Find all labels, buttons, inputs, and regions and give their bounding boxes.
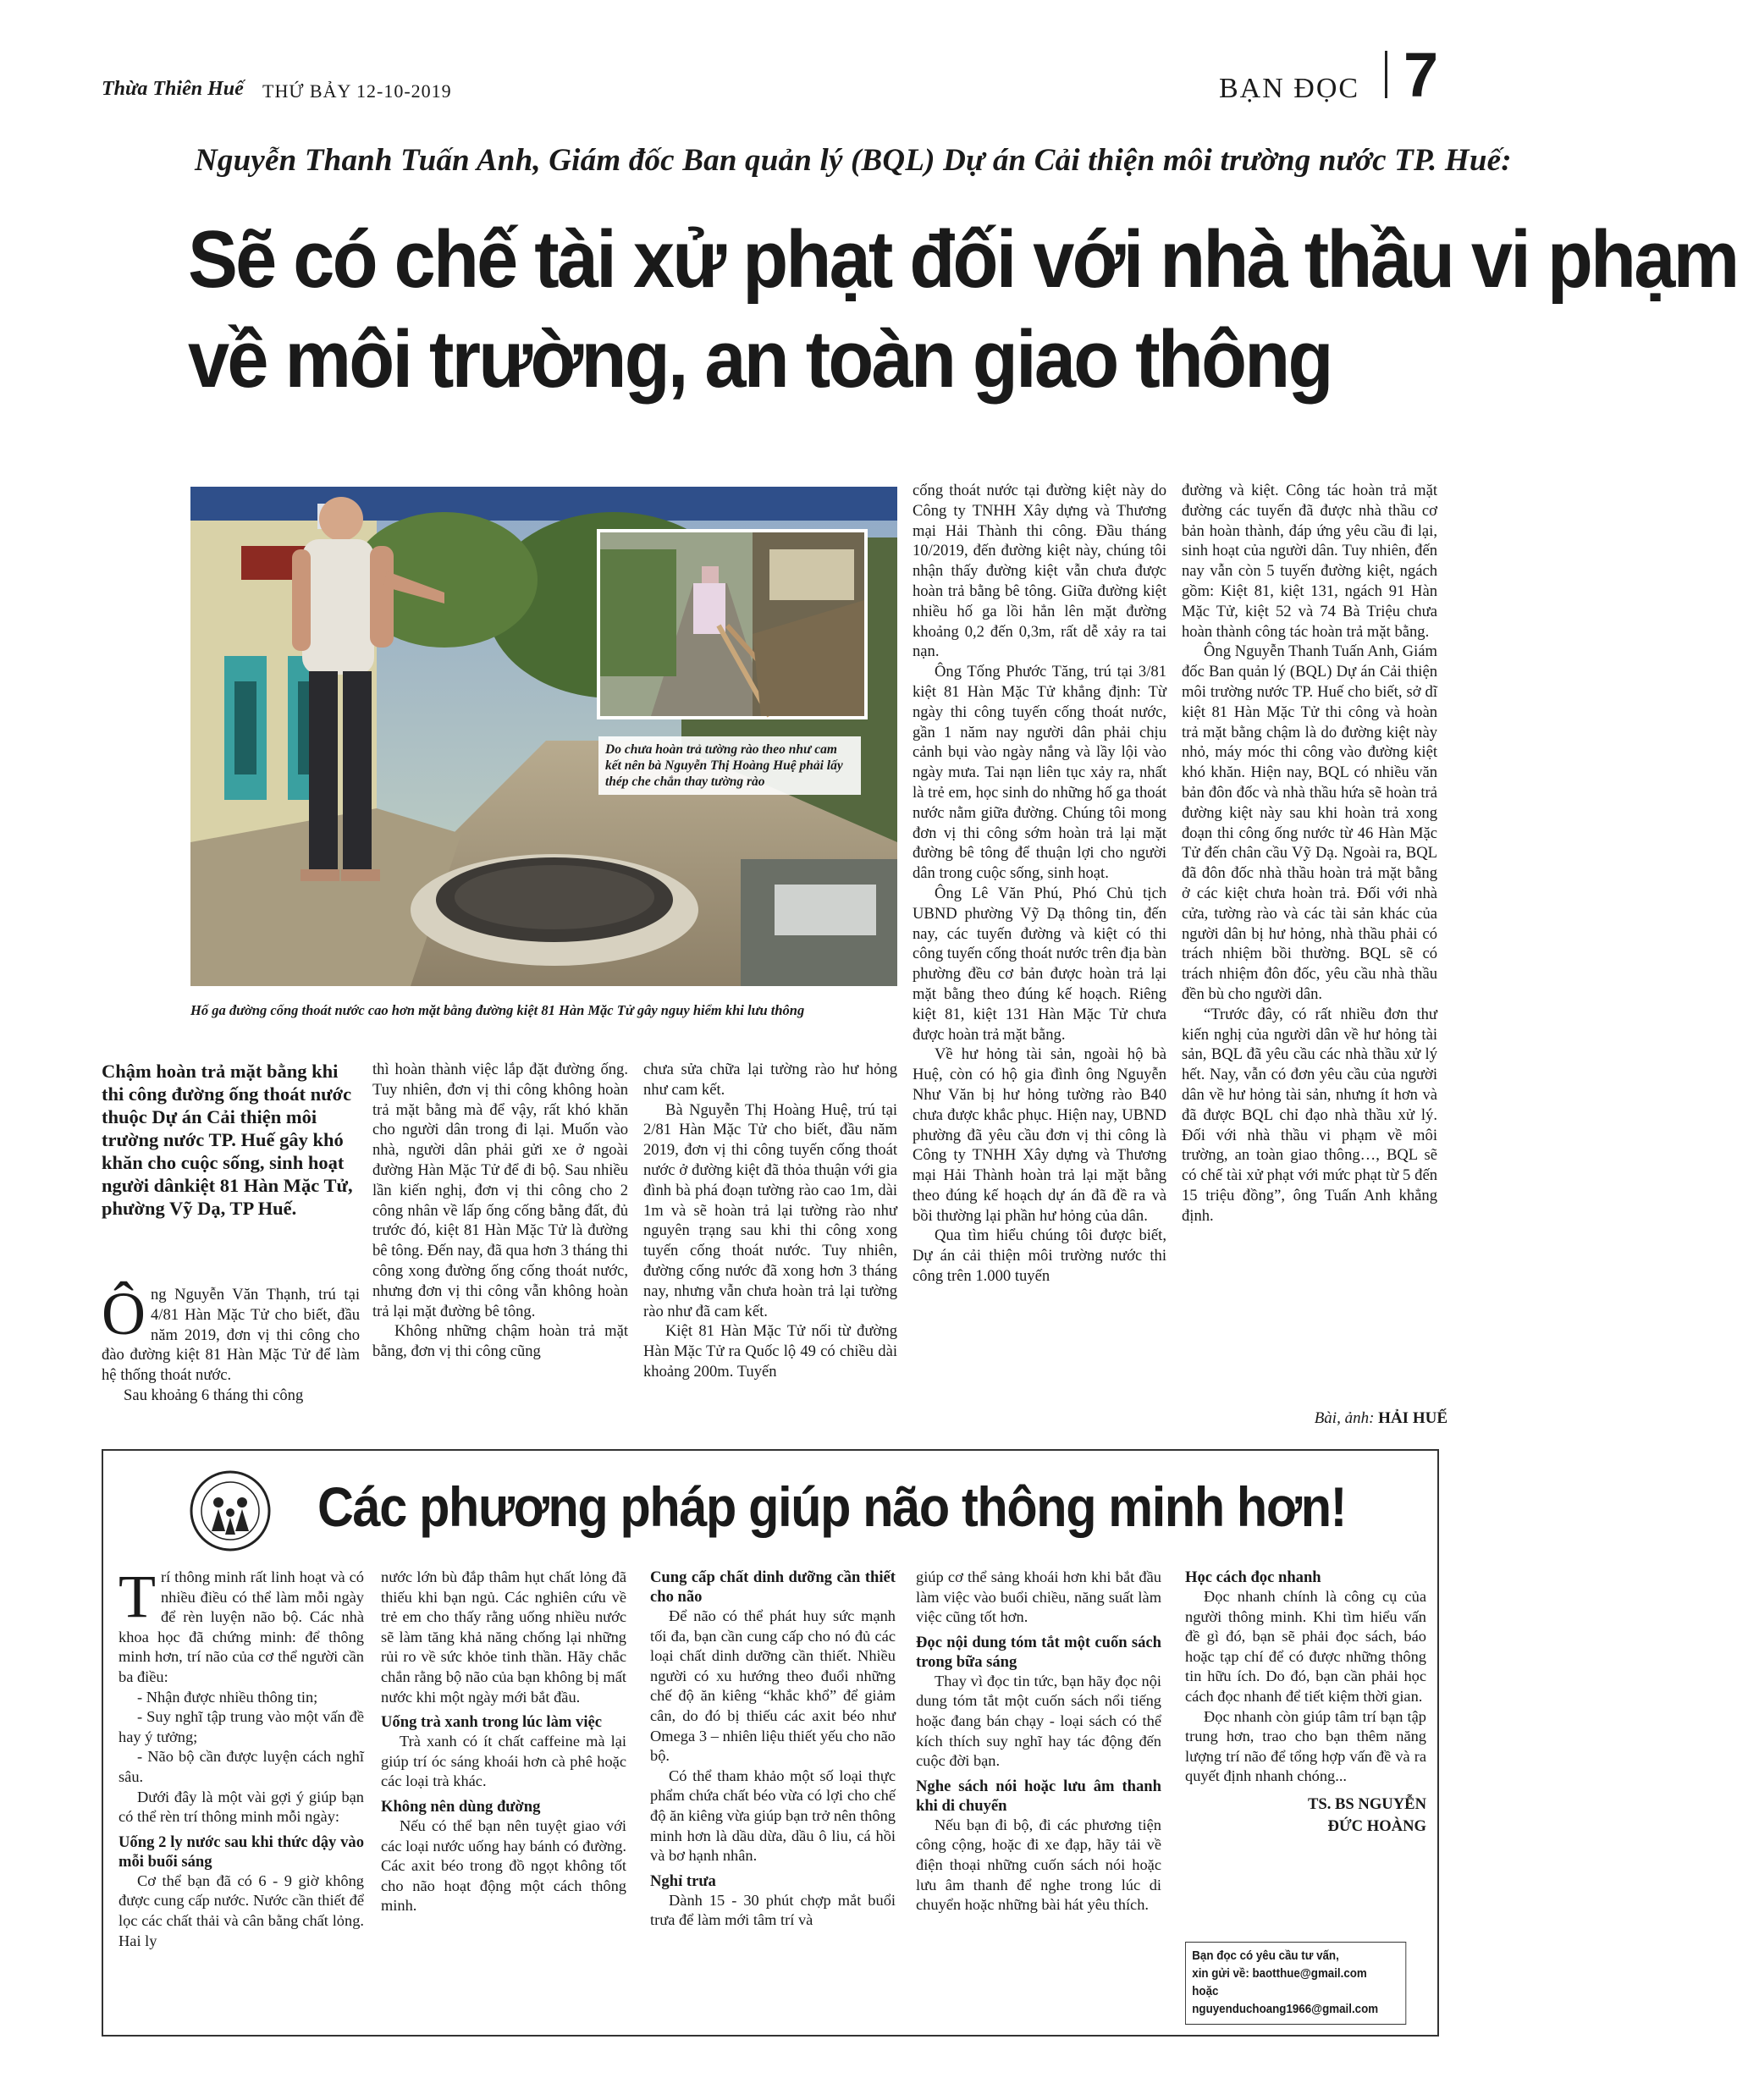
health-c4-p2: Thay vì đọc tin tức, bạn hãy đọc nội dung tóm tắt một cuốn sách nổi tiếng hoặc đang bán chạy - loại sách có thể kích thích suy nghĩ hay tác động đến cuộc đời bạn.: [916, 1672, 1161, 1770]
health-c4-heading-1: Đọc nội dung tóm tắt một cuốn sách trong bữa sáng: [916, 1633, 1161, 1671]
article-column-5: [1182, 481, 1437, 1226]
signature-line-2: ĐỨC HOÀNG: [1327, 1816, 1426, 1835]
page-number: 7: [1403, 40, 1439, 110]
inset-photo: [597, 529, 868, 719]
family-logo-icon: [188, 1469, 273, 1553]
health-c2-p3: Nếu có thể bạn nên tuyệt giao với các loại nước uống hay bánh có đường. Các axit béo trong đồ ngọt không tốt cho não hoạt động một cách thông minh.: [381, 1816, 626, 1915]
col4-paragraph-4: Về hư hỏng tài sản, ngoài hộ bà Huệ, còn có hộ gia đình ông Nguyễn Như Văn bị hư hỏng tường rào B40 chưa được khắc phục. Hiện nay, UBND phường đã yêu cầu đơn vị thi công là Công ty TNHH Xây dựng và Thương mại Hải Thành hoàn trả lại mặt bằng theo đúng kế hoạch dự án đã đề ra và bồi thường lại phần hư hỏng của dân.: [913, 1045, 1166, 1225]
col1-paragraph-1: ng Nguyễn Văn Thạnh, trú tại 4/81 Hàn Mặc Tử cho biết, đầu năm 2019, đơn vị thi công cho đào đường kiệt 81 Hàn Mặc Tử để làm hệ thống thoát nước.: [102, 1286, 360, 1385]
article-credit: [1202, 1409, 1448, 1428]
health-column-1: [119, 1563, 364, 1951]
health-c2-p2: Trà xanh có ít chất caffeine mà lại giúp trí óc sáng khoái hơn cà phê hoặc các loại trà khác.: [381, 1733, 626, 1790]
col3-paragraph-2: Bà Nguyễn Thị Hoàng Huệ, trú tại 2/81 Hàn Mặc Tử cho biết, đầu năm 2019, đơn vị thi công tuyến cống thoát nước ở đường kiệt đã thỏa thuận với gia đình bà phá đoạn tường rào cao 1m, dài 1m và sẽ hoàn trả lại tường rào như nguyên trạng sau khi thi công xong tuyến cống thoát nước. Tuy nhiên, đường cống nước đã xong hơn 3 tháng nay, nhưng vẫn chưa hoàn trả lại tường rào như đã cam kết.: [643, 1100, 897, 1320]
health-c3-p1: Để não có thể phát huy sức mạnh tối đa, bạn cần cung cấp cho nó đủ các loại chất dinh dưỡng cần thiết. Nhiều người có xu hướng theo đuổi những chế độ ăn kiêng “khắc khổ” để giảm cân, do đó bị thiếu các axit béo như Omega 3 – nhiên liệu thiết yếu cho não bộ.: [650, 1607, 896, 1765]
health-c4-p3: Nếu bạn đi bộ, đi các phương tiện công cộng, hoặc đi xe đạp, hãy tải về điện thoại những cuốn sách nói hoặc lưu âm thanh để nghe trong lúc di chuyển hoặc những bài hát yêu thích.: [916, 1816, 1161, 1914]
health-c3-heading-2: Nghỉ trưa: [650, 1871, 716, 1890]
health-column-5: [1185, 1568, 1426, 1838]
headline-line-2: về môi trường, an toàn giao thông: [188, 314, 1332, 405]
health-c5-p2: Đọc nhanh còn giúp tâm trí bạn tập trung hơn, trao cho bạn thêm năng lượng trí não để tổng hợp vấn đề và ra quyết định nhanh chóng...: [1185, 1707, 1426, 1785]
contact-line-2: xin gửi về: baotthue@gmail.com: [1192, 1967, 1367, 1981]
inset-caption: Do chưa hoàn trả tường rào theo như cam kết nên bà Nguyễn Thị Hoàng Huệ phải lấy thép che chắn thay tường rào: [598, 736, 861, 795]
issue-date: THỨ BẢY 12-10-2019: [262, 80, 452, 102]
health-c4-p1: giúp cơ thể sảng khoái hơn khi bắt đầu làm việc vào buổi chiều, năng suất làm việc cũng tốt hơn.: [916, 1568, 1161, 1626]
health-c2-heading-2: Không nên dùng đường: [381, 1797, 541, 1816]
article-column-4: [913, 481, 1166, 1287]
health-c1-bullet-3: - Não bộ cần được luyện cách nghĩ sâu.: [119, 1748, 364, 1785]
health-c2-heading-1: Uống trà xanh trong lúc làm việc: [381, 1713, 602, 1732]
article-column-1: [102, 1280, 360, 1406]
col4-paragraph-1: cống thoát nước tại đường kiệt này do Công ty TNHH Xây dựng và Thương mại Hải Thành thi công. Đầu tháng 10/2019, đến đường kiệt này, chúng tôi nhận thấy đường kiệt vẫn chưa được hoàn trả bằng bê tông. Giữa đường kiệt nhiều hố ga lồi hẳn lên mặt đường khoảng 0,2 đến 0,3m, rất dễ xảy ra tai nạn.: [913, 482, 1166, 661]
col4-paragraph-2: Ông Tống Phước Tăng, trú tại 3/81 kiệt 81 Hàn Mặc Tử khẳng định: Từ ngày thi công tuyến cống thoát nước, gần 1 năm nay người dân phải chịu cảnh bụi vào ngày nắng và lầy lội vào ngày mưa. Tai nạn liên tục xảy ra, nhất là trẻ em, học sinh do những hố ga thoát nước nằm giữa đường. Chúng tôi mong đơn vị thi công sớm hoàn trả lại mặt đường bê tông để thuận lợi cho người dân trong cuộc sống, sinh hoạt.: [913, 663, 1166, 883]
health-signature: [1185, 1794, 1426, 1838]
health-c5-p1: Đọc nhanh chính là công cụ của người thông minh. Khi tìm hiểu vấn đề gì đó, bạn sẽ phải đọc sách, báo hoặc tạp chí để có được những thông tin hữu ích. Do đó, bạn cần phải học cách đọc nhanh để tiết kiệm thời gian.: [1185, 1588, 1426, 1705]
section-name: BẠN ĐỌC: [1219, 73, 1360, 104]
col4-paragraph-5: Qua tìm hiểu chúng tôi được biết, Dự án cải thiện môi trường nước thi công trên 1.000 tuyến: [913, 1226, 1166, 1286]
health-c1-p3: Cơ thể bạn đã có 6 - 9 giờ không được cung cấp nước. Nước cần thiết để lọc các chất thải và cân bằng chất lỏng. Hai ly: [119, 1871, 364, 1949]
contact-line-1: Bạn đọc có yêu cầu tư vấn,: [1192, 1949, 1339, 1963]
health-c1-p2: Dưới đây là một vài gợi ý giúp bạn có thể rèn trí thông minh mỗi ngày:: [119, 1788, 364, 1826]
health-c1-heading: Uống 2 ly nước sau khi thức dậy vào mỗi buổi sáng: [119, 1833, 364, 1871]
health-c2-p1: nước lớn bù đắp thâm hụt chất lỏng đã thiếu khi bạn ngủ. Các nghiên cứu về trẻ em cho thấy rằng uống nhiều nước sẽ làm tăng khả năng chống lại những rủi ro về sức khỏe tinh thần. Hãy chắc chắn rằng bộ não của bạn không bị mất nước khi một ngày mới bắt đầu.: [381, 1568, 626, 1706]
article-lead: Chậm hoàn trả mặt bằng khi thi công đường ống thoát nước thuộc Dự án Cải thiện môi trường nước TP. Huế gây khó khăn cho cuộc sống, sinh hoạt người dânkiệt 81 Hàn Mặc Tử, phường Vỹ Dạ, TP Huế.: [102, 1061, 353, 1219]
health-c5-heading: Học cách đọc nhanh: [1185, 1568, 1321, 1586]
health-c3-heading-1: Cung cấp chất dinh dưỡng cần thiết cho não: [650, 1568, 896, 1606]
article-dropcap: Ô: [102, 1280, 146, 1348]
health-dropcap: T: [119, 1563, 156, 1630]
article-kicker: Nguyễn Thanh Tuấn Anh, Giám đốc Ban quản lý (BQL) Dự án Cải thiện môi trường nước TP. Huế:: [195, 143, 1512, 178]
col2-paragraph-2: Không những chậm hoàn trả mặt bằng, đơn vị thi công cũng: [372, 1322, 628, 1361]
article-column-3: [643, 1060, 897, 1382]
paper-name: Thừa Thiên Huế: [102, 78, 244, 100]
health-c3-p2: Có thể tham khảo một số loại thực phẩm chứa chất béo vừa có lợi cho chế độ ăn kiêng vừa giúp bạn trở nên thông minh hơn là dầu dừa, dầu ô liu, cá hồi và bơ hạnh nhân.: [650, 1767, 896, 1865]
col3-paragraph-3: Kiệt 81 Hàn Mặc Tử nối từ đường Hàn Mặc Tử ra Quốc lộ 49 có chiều dài khoảng 200m. Tuyến: [643, 1322, 897, 1381]
credit-author: HẢI HUẾ: [1378, 1409, 1448, 1427]
credit-label: Bài, ảnh:: [1314, 1409, 1375, 1427]
headline-line-1: Sẽ có chế tài xử phạt đối với nhà thầu vi phạm: [188, 214, 1737, 305]
col2-paragraph-1: thì hoàn thành việc lắp đặt đường ống. Tuy nhiên, đơn vị thi công không hoàn trả mặt bằng mà để vậy, rất khó khăn cho người dân trong đi lại. Muốn vào nhà, người dân phải gửi xe ở ngoài đường Hàn Mặc Tử để đi bộ. Sau nhiều lần kiến nghị, đơn vị thi công cho 2 công nhân về lấp ống cống bằng đất, đủ trước đó, kiệt 81 Hàn Mặc Tử là đường bê tông. Đến nay, đã qua hơn 3 tháng thi công xong đường ống cống thoát nước, nhưng đơn vị thi công vẫn không hoàn trả lại mặt đường bê tông.: [372, 1061, 628, 1320]
health-column-4: [916, 1568, 1161, 1915]
health-c1-p1: rí thông minh rất linh hoạt và có nhiều điều có thể làm mỗi ngày để rèn luyện não bộ. Các nhà khoa học đã chứng minh: để thông minh hơn, trí não của cơ thể người cần ba điều:: [119, 1568, 364, 1685]
health-logo: [188, 1469, 273, 1553]
health-column-3: [650, 1568, 896, 1931]
signature-line-1: TS. BS NGUYỄN: [1307, 1794, 1426, 1813]
article-headline: [188, 210, 1737, 410]
contact-box: [1185, 1942, 1406, 2025]
health-title: Các phương pháp giúp não thông minh hơn!: [317, 1475, 1347, 1538]
col5-paragraph-3: “Trước đây, có rất nhiều đơn thư kiến nghị của người dân về hư hỏng tài sản, BQL đã yêu cầu các nhà thầu xử lý hết. Nay, vẫn có đơn yêu cầu của người dân về hư hỏng tài sản, nhưng ít hơn và đã được BQL chỉ đạo nhà thầu xử lý. Đối với nhà thầu vi phạm về môi trường, an toàn giao thông…, BQL sẽ có chế tài xử phạt với mức phạt từ 5 đến 15 triệu đồng”, ông Tuấn Anh khẳng định.: [1182, 1005, 1437, 1225]
article-column-2: [372, 1060, 628, 1362]
col5-paragraph-1: đường và kiệt. Công tác hoàn trả mặt đường các tuyến đã được nhà thầu cơ bản hoàn thành, đáp ứng yêu cầu đi lại, sinh hoạt của người dân. Tuy nhiên, đến nay vẫn còn 5 tuyến đường kiệt, ngách gồm: Kiệt 81, kiệt 131, ngách 91 Hàn Mặc Tử, kiệt 52 và 74 Bà Triệu chưa hoàn thành công tác hoàn trả mặt bằng.: [1182, 482, 1437, 641]
col4-paragraph-3: Ông Lê Văn Phú, Phó Chủ tịch UBND phường Vỹ Dạ thông tin, đến nay, các tuyến đường và kiệt có thi công tuyến cống thoát nước trên địa bàn phường đều cơ bản được hoàn trả lại mặt bằng theo đúng kế hoạch. Riêng kiệt 81, kiệt 131 Hàn Mặc Tử chưa được hoàn trả mặt bằng.: [913, 884, 1166, 1044]
contact-line-3: hoặc nguyenduchoang1966@gmail.com: [1192, 1985, 1379, 2016]
header-divider: [1385, 51, 1387, 98]
health-c4-heading-2: Nghe sách nói hoặc lưu âm thanh khi di chuyển: [916, 1777, 1161, 1815]
health-c1-bullet-1: - Nhận được nhiều thông tin;: [137, 1688, 318, 1706]
col1-paragraph-2: Sau khoảng 6 tháng thi công: [124, 1386, 304, 1404]
health-column-2: [381, 1568, 626, 1916]
fence-illustration: [600, 532, 864, 716]
col3-paragraph-1: chưa sửa chữa lại tường rào hư hỏng như cam kết.: [643, 1061, 897, 1099]
health-c1-bullet-2: - Suy nghĩ tập trung vào một vấn đề hay ý tưởng;: [119, 1708, 364, 1745]
health-c3-p3: Dành 15 - 30 phút chợp mắt buổi trưa để làm mới tâm trí và: [650, 1891, 896, 1929]
col5-paragraph-2: Ông Nguyễn Thanh Tuấn Anh, Giám đốc Ban quản lý (BQL) Dự án Cải thiện môi trường nước TP. Huế cho biết, sở dĩ kiệt 81 Hàn Mặc Tử thi công và hoàn trả mặt bằng chậm là do đường kiệt này nhỏ, máy móc thi công vào đường kiệt khó khăn. Hiện nay, BQL có nhiều văn bản đôn đốc và nhà thầu hứa sẽ hoàn trả đường kiệt này sau khi hoàn trả xong đoạn thi công ống nước từ 46 Hàn Mặc Tử đến chân cầu Vỹ Dạ. Ngoài ra, BQL đã đôn đốc nhà thầu hoàn trả mặt bằng ở các kiệt chưa hoàn trả. Đối với nhà cửa, tường rào và các tài sản khác của người dân bị hư hỏng, nhà thầu phải có trách nhiệm bồi thường. BQL sẽ có trách nhiệm đôn đốc, yêu cầu nhà thầu đền bù cho người dân.: [1182, 642, 1437, 1003]
photo-caption: Hố ga đường cống thoát nước cao hơn mặt bằng đường kiệt 81 Hàn Mặc Tử gây nguy hiểm khi lưu thông: [190, 1002, 805, 1018]
